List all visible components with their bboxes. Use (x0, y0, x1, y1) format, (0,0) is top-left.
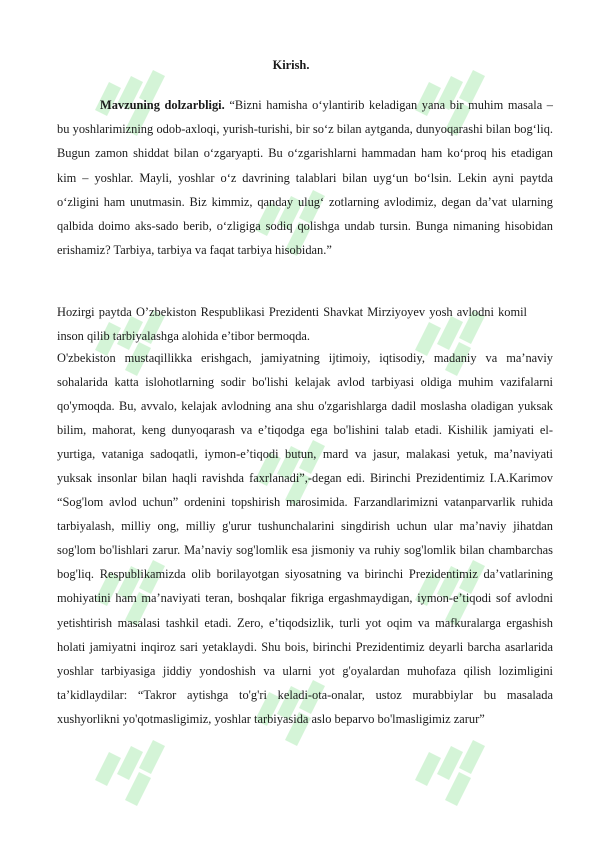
intro-paragraph (57, 93, 553, 262)
intro-lead: Mavzuning dolzarbligi. (100, 98, 225, 112)
page-title: Kirish. (272, 58, 310, 72)
body-paragraph-2: Hozirgi paytda O’zbekiston Respublikasi Prezidenti Shavkat Mirziyoyev yosh avlodni komil inson qilib tarbiyalashga alohida e’tibor bermoqda. (57, 305, 527, 343)
intro-quote: “Bizni hamisha o‘ylantirib keladigan yana bir muhim masala – bu yoshlarimizning odob-axloqi, yurish-turishi, bir so‘z bilan aytganda, dunyoqarashi bilan bog‘liq. Bugun zamon shiddat bilan o‘zgaryapti. Bu o‘zgarishlarni hammadan ham ko‘proq his etadigan kim – yoshlar. Mayli, yoshlar o‘z davrining talablari bilan uyg‘un bo‘lsin. Lekin ayni paytda o‘zligini ham unutmasin. Biz kimmiz, qanday ulug‘ zotlarning avlodimiz, degan da’vat ularning qalbida doimo aks-sado berib, o‘zligiga sodiq qolishga undab tursin. Bunga nimaning hisobidan erishamiz? Tarbiya, tarbiya va faqat tarbiya hisobidan.” (57, 98, 554, 258)
body-paragraph-3: O'zbekiston mustaqillikka erishgach, jamiyatning ijtimoiy, iqtisodiy, madaniy va ma’naviy sohalarida katta islohotlarning sodir bo'lishi kelajak avlod tarbiyasi oldiga muhim vazifalarni qo'ymoqda. Bu, avvalo, kelajak avlodning ana shu o'zgarishlarga dadil moslasha oladigan yuksak bilim, mahorat, keng dunyoqarash va e’tiqodga ega bo'lishini talab etadi. Kishilik jamiyati el-yurtiga, vataniga sadoqatli, iymon-e’tiqodi butun, mard va jasur, malakasi yetuk, ma’naviyati yuksak insonlar bilan haqli ravishda faxrlanadi”,-degan edi. Birinchi Prezidentimiz I.A.Karimov “Sog'lom avlod uchun” ordenini topshirish marosimida. Farzandlarimizni vatanparvarlik ruhida tarbiyalash, milliy ong, milliy g'urur tushunchalarini singdirish uchun ular ma’naviy jihatdan sog'lom bo'lishlari zarur. Ma’naviy sog'lomlik esa jismoniy va ruhiy sog'lomlik bilan chambarchas bog'liq. Respublikamizda olib borilayotgan siyosatning va birinchi Prezidentimiz da’vatlarining mohiyatini ham ma’naviyati teran, boshqalar fikriga ergashmaydigan, iymon-e’tiqodi sof avlodni yetishtirish masalasi tashkil etadi. Zero, e’tiqodsizlik, turli yot oqim va mafkuralarga ergashish holati jamiyatni inqiroz sari yetaklaydi. Shu bois, birinchi Prezidentimiz deyarli barcha asarlarida yoshlar tarbiyasiga jiddiy yondoshish va ularni yot g'oyalardan muhofaza qilish lozimligini ta’kidlaydilar: “Takror aytishga to'g'ri keladi-ota-onalar, ustoz murabbiylar bu masalada xushyorlikni yo'qotmasligimiz, yoshlar tarbiyasida aslo beparvo bo'lmasligimiz zarur” (57, 351, 553, 726)
